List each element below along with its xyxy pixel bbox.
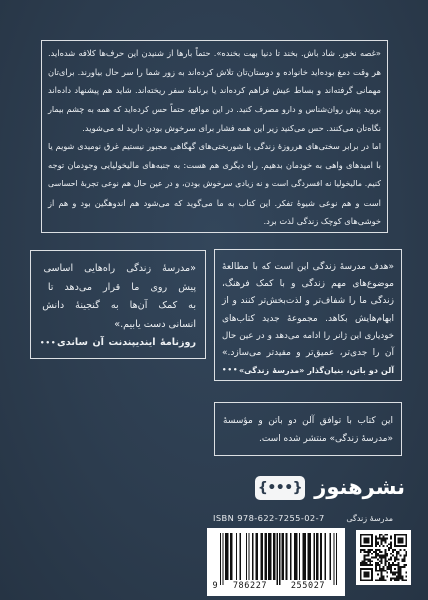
license-note-box — [214, 402, 402, 456]
blurb-line — [48, 81, 381, 100]
blurb-line-text: بروید پیش روان‌شناس و دارو مصرف کنید. در این مواقع، حتماً حس کرده‌اید که همه به چشم بیمار — [48, 104, 381, 115]
note-line — [223, 412, 393, 430]
quote-line — [40, 279, 196, 298]
barcode-bar-pattern — [220, 533, 337, 585]
quote-line-text: ابهام‌هایش بکاهد. مجموعهٔ جدید کتاب‌های — [222, 313, 394, 324]
quote-line — [222, 259, 394, 276]
quote-line — [222, 328, 394, 345]
qr-code-icon — [356, 530, 411, 585]
blurb-line-text: «غصه نخور. شاد باش. بخند تا دنیا بهت بخنده». حتماً بارها از شنیدن این حرف‌ها کلافه شده‌اید. — [48, 48, 381, 58]
note-line-text: این کتاب با توافق آلن دو باتن و مؤسسهٔ — [223, 416, 393, 426]
blurb-line-text: هر وقت دمغ بوده‌اید خانواده و دوستان‌تان تلاش کرده‌اند به زور شما را سر حال بیاورند. برای‌تان — [48, 66, 381, 77]
blurb-line — [48, 194, 381, 213]
isbn-number: ISBN 978-622-7255-02-7 — [213, 513, 325, 523]
quote-line-text: «مدرسهٔ زندگی راه‌هایی اساسی — [43, 263, 196, 274]
blurb-box — [41, 40, 388, 233]
blurb-line-text: اما در برابر سختی‌های هرروزهٔ زندگی یا شوربختی‌های گهگاهی مجبور نیستیم غرق نومیدی شویم یا — [48, 141, 381, 152]
qr-code-pattern — [360, 534, 407, 581]
quote-attribution — [40, 334, 196, 353]
quote-line-text: آن را جدی‌تر، عمیق‌تر و مفیدتر می‌سازد.» — [222, 347, 394, 358]
blurb-line — [48, 44, 381, 63]
series-label: مدرسهٔ زندگی — [346, 514, 393, 523]
quote-line-text: «هدف مدرسهٔ زندگی این است که با مطالعهٔ — [222, 262, 394, 272]
attribution-source: آلن دو باتن، بنیان‌گذار «مدرسهٔ زندگی» — [239, 366, 394, 376]
barcode-bars — [220, 533, 337, 585]
qr-code-graphic — [356, 530, 411, 585]
quote-line-text: خودیاری این ژانر را ادامه می‌دهد و در عین حال — [222, 330, 394, 341]
blurb-line — [48, 63, 381, 82]
blurb-line-text: خوشی‌های کوچک زندگی لذت برد. — [263, 216, 381, 227]
publisher-logo-mark: {•••} — [255, 476, 305, 500]
quote-line-text: موضوع‌های مهم زندگی و با کمک فرهنگ، — [222, 279, 394, 290]
quote-line-text: به کمک آن‌ها به گنجینهٔ دانش — [42, 300, 196, 311]
barcode-digits-left: 786227 — [232, 581, 268, 591]
quote-line — [40, 260, 196, 279]
blurb-line — [48, 156, 381, 175]
blurb-line — [48, 137, 381, 156]
attribution-source: روزنامهٔ ایندیپندنت آن ساندی — [57, 337, 196, 348]
barcode-icon — [207, 528, 345, 596]
blurb-line-text: مهمانی گرفته‌اند و بساط عیش فراهم کرده‌اند یا برنامهٔ سفر ریخته‌اند. شاید هم پیشنهاد داده‌اند — [48, 85, 381, 96]
quote-line — [222, 345, 394, 362]
blurb-line-text: است و هم نوعی شیوهٔ تفکر. این کتاب به ما می‌گوید که می‌شود هم اندوهگین بود و هم از — [48, 197, 381, 208]
blurb-line-text: کنیم. مالیخولیا نه افسردگی است و نه زیادی سرخوش بودن، و در عین حال هم نوعی تجربهٔ احساسی — [48, 178, 381, 188]
blurb-line-text: نگاه‌تان می‌کنند. حس می‌کنید زیر این همه فشار برای سرخوش بودن دارید له می‌شوید. — [82, 122, 381, 133]
barcode-digits-right: 255027 — [290, 581, 326, 591]
blurb-line-text: با امیدهای واهی به خودمان بدهیم. راه دیگری هم هست: به جنبه‌های مالیخولیایی وجودمان توجه — [48, 160, 381, 171]
quote-line-text: انسانی دست یابیم.» — [114, 318, 196, 330]
attribution-marker: ••• — [222, 366, 239, 375]
attribution-marker: ••• — [40, 339, 57, 347]
quote-line-text: زندگی ما را شفاف‌تر و لذت‌بخش‌تر کنند و از — [222, 296, 394, 307]
quote-line — [222, 276, 394, 293]
publisher-name: نشرهنوز — [314, 475, 405, 499]
quote-line-text: پیش روی ما قرار می‌دهد تا — [47, 281, 196, 293]
blurb-line — [48, 119, 381, 138]
note-line — [223, 430, 393, 448]
quote-attribution — [222, 362, 394, 379]
barcode-digit-lead: 9 — [212, 581, 218, 591]
quote-line — [222, 311, 394, 328]
review-quote-independent — [30, 250, 206, 359]
blurb-line — [48, 212, 381, 231]
note-line-text: «مدرسهٔ زندگی» منتشر شده است. — [258, 434, 393, 444]
quote-line — [222, 293, 394, 310]
blurb-line — [48, 100, 381, 119]
quote-line — [40, 297, 196, 316]
blurb-line — [48, 175, 381, 194]
quote-line — [40, 316, 196, 335]
review-quote-founder — [214, 249, 402, 381]
